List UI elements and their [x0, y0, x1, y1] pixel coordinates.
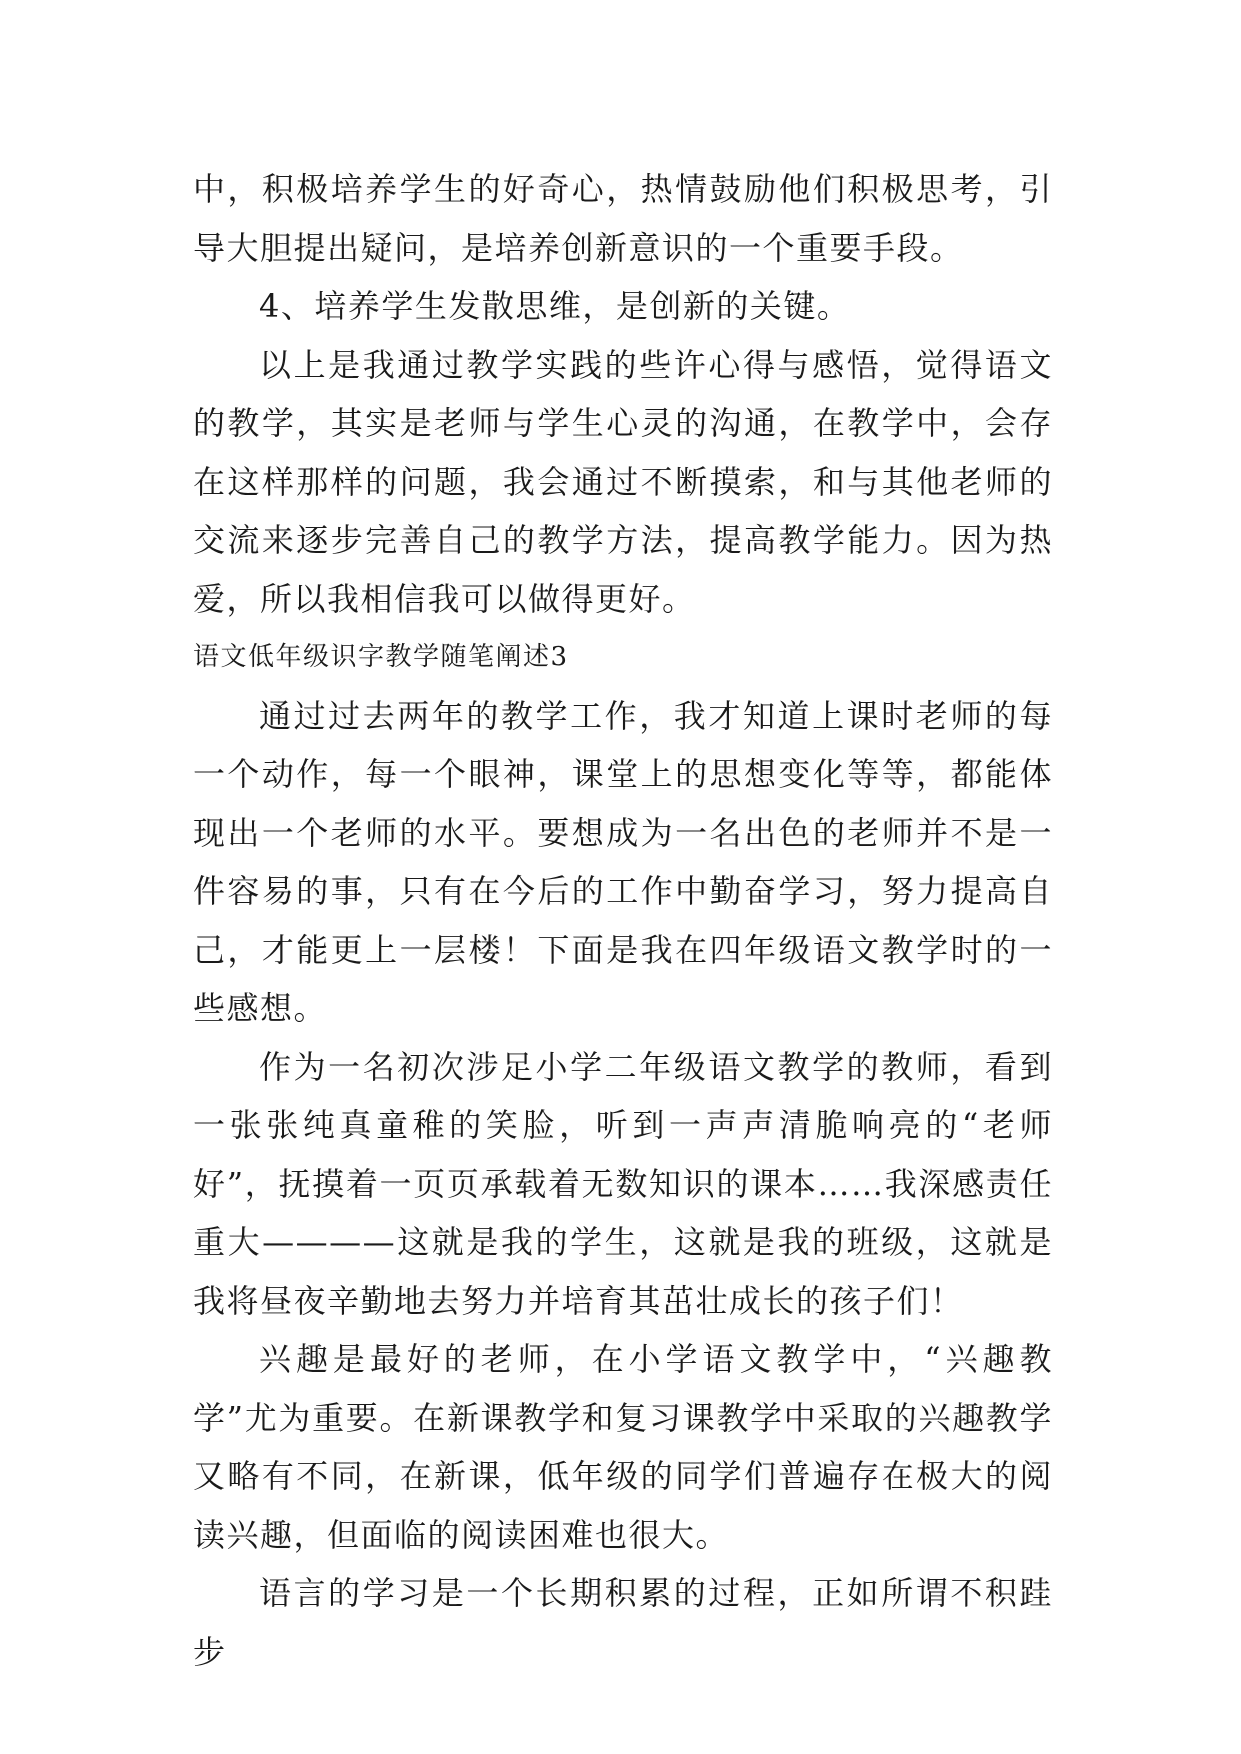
paragraph: 作为一名初次涉足小学二年级语文教学的教师，看到一张张纯真童稚的笑脸，听到一声声清脆响亮的“老师好”，抚摸着一页页承载着无数知识的课本……我深感责任重大————这就是我的学生，这就是我的班级，这就是我将昼夜辛勤地去努力并培育其茁壮成长的孩子们！ [193, 1047, 1053, 1320]
document-body [193, 160, 1053, 1681]
paragraph: 语言的学习是一个长期积累的过程，正如所谓不积跬步 [193, 1574, 1053, 1671]
paragraph: 兴趣是最好的老师，在小学语文教学中，“兴趣教学”尤为重要。在新课教学和复习课教学中采取的兴趣教学又略有不同，在新课，低年级的同学们普遍存在极大的阅读兴趣，但面临的阅读困难也很大。 [193, 1340, 1053, 1554]
paragraph: 通过过去两年的教学工作，我才知道上课时老师的每一个动作，每一个眼神，课堂上的思想变化等等，都能体现出一个老师的水平。要想成为一名出色的老师并不是一件容易的事，只有在今后的工作中勤奋学习，努力提高自己，才能更上一层楼！下面是我在四年级语文教学时的一些感想。 [193, 696, 1053, 1027]
section-heading: 语文低年级识字教学随笔阐述3 [193, 642, 569, 672]
paragraph: 中，积极培养学生的好奇心，热情鼓励他们积极思考，引导大胆提出疑问，是培养创新意识的一个重要手段。 [193, 170, 1053, 267]
paragraph: 4、培养学生发散思维，是创新的关键。 [259, 287, 851, 325]
paragraph: 以上是我通过教学实践的些许心得与感悟，觉得语文的教学，其实是老师与学生心灵的沟通，在教学中，会存在这样那样的问题，我会通过不断摸索，和与其他老师的交流来逐步完善自己的教学方法，提高教学能力。因为热爱，所以我相信我可以做得更好。 [193, 345, 1053, 618]
